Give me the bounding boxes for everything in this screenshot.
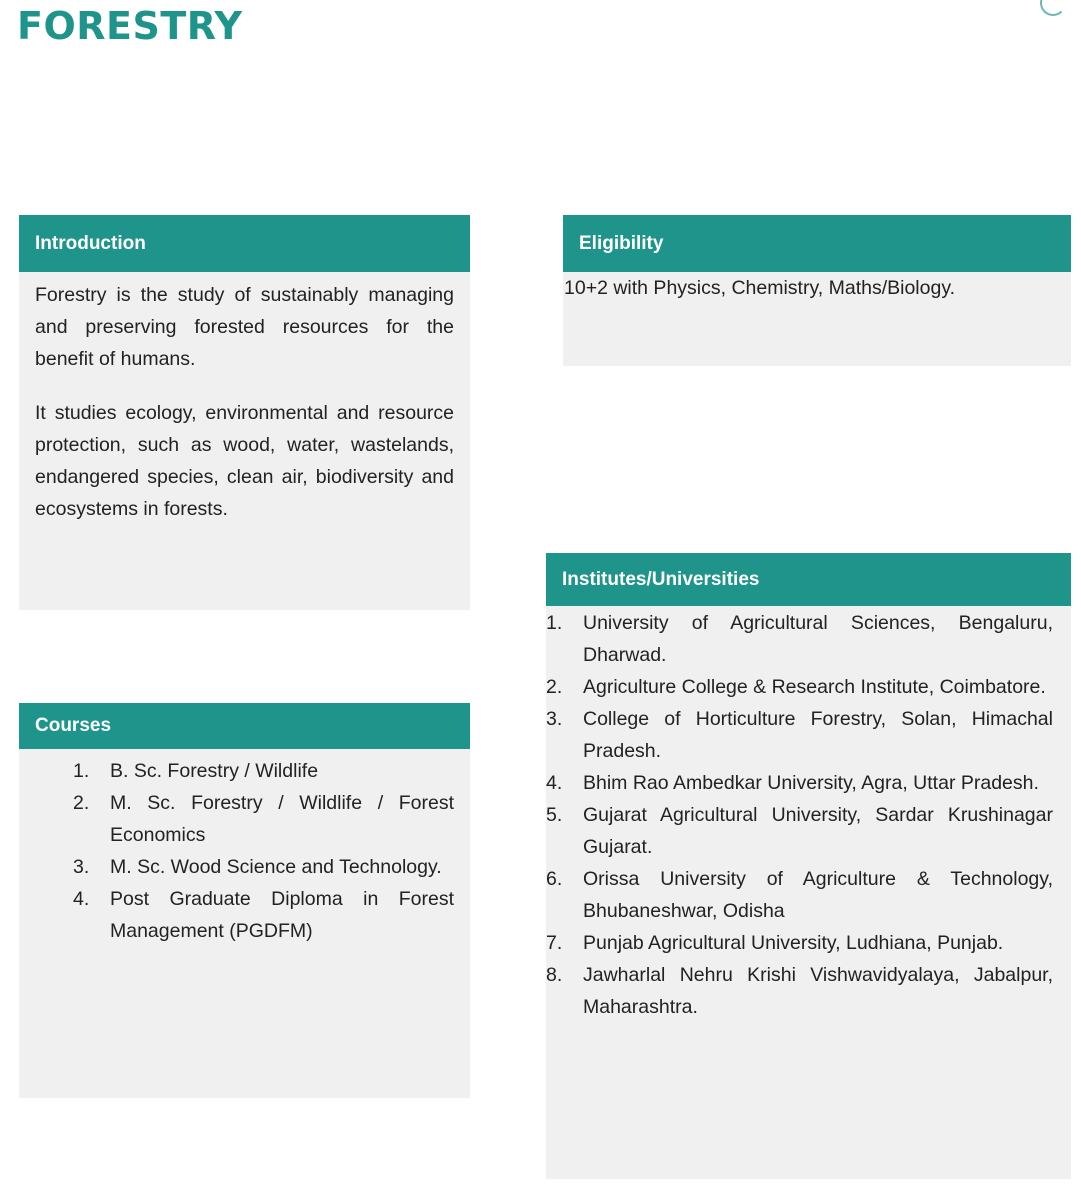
- list-item-text: Post Graduate Diploma in Forest Management (PGDFM): [110, 888, 454, 942]
- list-item-number: 6.: [546, 868, 563, 890]
- introduction-card: [19, 215, 470, 610]
- institutes-card: [546, 553, 1071, 1179]
- courses-body: [19, 749, 470, 947]
- list-item-number: 2.: [546, 676, 563, 698]
- list-item: [73, 883, 454, 947]
- eligibility-body: [563, 272, 1071, 304]
- list-item-number: 7.: [546, 932, 563, 954]
- corner-arc-decoration: [1040, 0, 1066, 16]
- list-item-text: Gujarat Agricultural University, Sardar Krushinagar Gujarat.: [583, 804, 1053, 858]
- list-item: [546, 671, 1053, 703]
- introduction-paragraph: It studies ecology, environmental and resource protection, such as wood, water, wastelands, endangered species, clean air, biodiversity and ecosystems in forests.: [35, 402, 454, 520]
- list-item-number: 8.: [546, 964, 563, 986]
- eligibility-heading: Eligibility: [563, 215, 1071, 272]
- list-item: [546, 927, 1053, 959]
- list-item-number: 3.: [73, 856, 90, 878]
- list-item-number: 2.: [73, 792, 90, 814]
- list-item-text: Agriculture College & Research Institute, Coimbatore.: [583, 676, 1046, 698]
- list-item: [546, 607, 1053, 671]
- courses-heading: Courses: [19, 703, 470, 749]
- institutes-heading: Institutes/Universities: [546, 553, 1071, 606]
- courses-list: [73, 755, 454, 947]
- eligibility-text: 10+2 with Physics, Chemistry, Maths/Biology.: [564, 277, 956, 299]
- list-item-text: College of Horticulture Forestry, Solan, Himachal Pradesh.: [583, 708, 1053, 762]
- list-item-number: 5.: [546, 804, 563, 826]
- list-item: [73, 851, 454, 883]
- courses-card: [19, 703, 470, 1098]
- introduction-paragraph: Forestry is the study of sustainably managing and preserving forested resources for the benefit of humans.: [35, 284, 454, 370]
- list-item-text: University of Agricultural Sciences, Bengaluru, Dharwad.: [583, 612, 1053, 666]
- institutes-list: [546, 607, 1053, 1023]
- list-item-text: M. Sc. Wood Science and Technology.: [110, 856, 442, 878]
- list-item-text: Punjab Agricultural University, Ludhiana, Punjab.: [583, 932, 1004, 954]
- list-item: [73, 755, 454, 787]
- institutes-body: [546, 606, 1071, 1023]
- list-item-text: Orissa University of Agriculture & Technology, Bhubaneshwar, Odisha: [583, 868, 1053, 922]
- list-item-text: Bhim Rao Ambedkar University, Agra, Uttar Pradesh.: [583, 772, 1039, 794]
- list-item-text: M. Sc. Forestry / Wildlife / Forest Economics: [110, 792, 454, 846]
- introduction-heading: Introduction: [19, 215, 470, 272]
- list-item: [546, 959, 1053, 1023]
- list-item: [73, 787, 454, 851]
- list-item-text: Jawharlal Nehru Krishi Vishwavidyalaya, Jabalpur, Maharashtra.: [583, 964, 1053, 1018]
- introduction-body: [19, 272, 470, 525]
- list-item: [546, 703, 1053, 767]
- list-item: [546, 799, 1053, 863]
- list-item: [546, 863, 1053, 927]
- list-item-number: 4.: [546, 772, 563, 794]
- list-item: [546, 767, 1053, 799]
- list-item-number: 3.: [546, 708, 563, 730]
- list-item-number: 4.: [73, 888, 90, 910]
- eligibility-card: [563, 215, 1071, 366]
- list-item-number: 1.: [73, 760, 90, 782]
- list-item-number: 1.: [546, 612, 563, 634]
- list-item-text: B. Sc. Forestry / Wildlife: [110, 760, 319, 782]
- page-title: FORESTRY: [17, 4, 243, 48]
